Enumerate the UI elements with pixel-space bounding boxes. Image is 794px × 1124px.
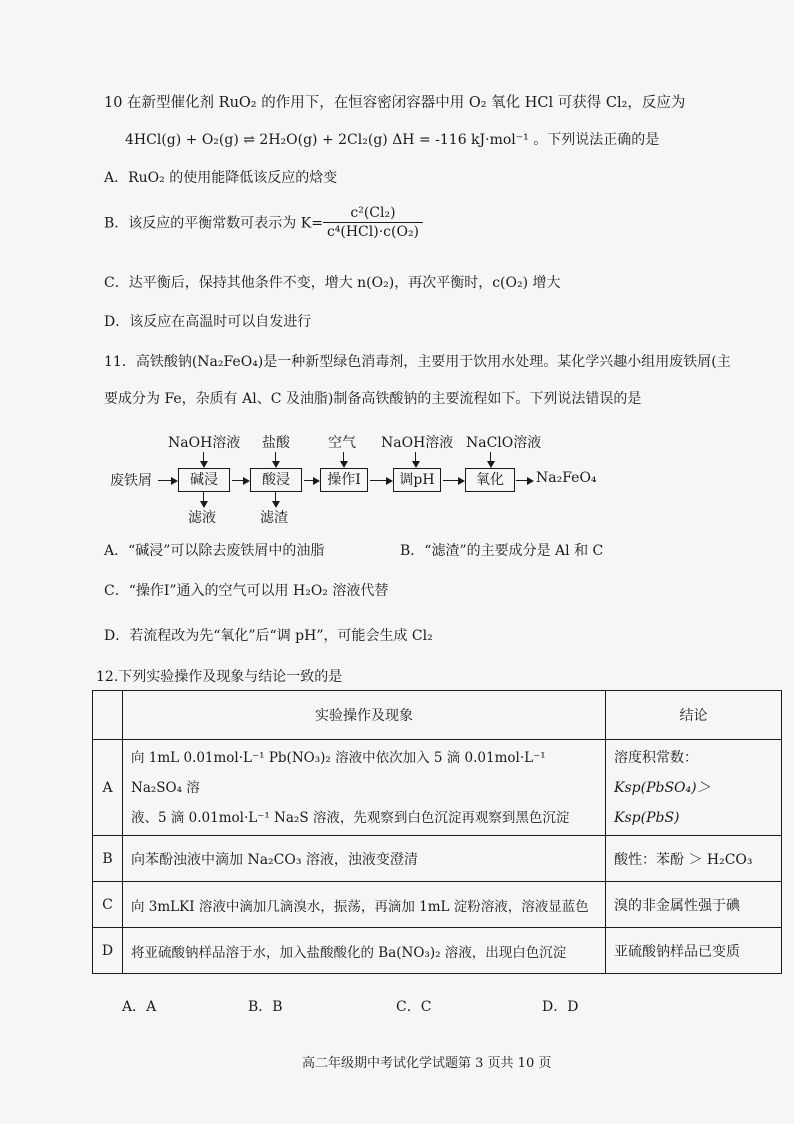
q10-equation: 4HCl(g) + O₂(g) ⇌ 2H₂O(g) + 2Cl₂(g) ΔH = -116 kJ·mol⁻¹ 。下列说法正确的是 bbox=[125, 132, 660, 148]
table-row bbox=[93, 740, 782, 836]
q11-option-a: A．“碱浸”可以除去废铁屑中的油脂 bbox=[104, 543, 325, 559]
row-label: C bbox=[93, 882, 123, 928]
fraction-denominator: c⁴(HCl)·c(O₂) bbox=[326, 224, 420, 240]
operation-cell bbox=[123, 740, 606, 836]
reagent-arrow bbox=[490, 452, 491, 466]
flow-box-adjust-ph: 调pH bbox=[393, 468, 441, 492]
table-header-row bbox=[93, 691, 782, 740]
conclusion-line: Ksp(PbSO₄)＞Ksp(PbS) bbox=[614, 779, 711, 826]
equilibrium-constant-fraction bbox=[323, 204, 423, 241]
q12-stem: 12.下列实验操作及现象与结论一致的是 bbox=[96, 669, 343, 685]
q10-option-b-prefix: B．该反应的平衡常数可表示为 K= bbox=[104, 215, 323, 232]
flow-arrow bbox=[232, 480, 248, 481]
reagent-arrow bbox=[343, 452, 344, 466]
q12-option-b: B．B bbox=[248, 999, 283, 1015]
q11-stem-line1: 11．高铁酸钠(Na₂FeO₄)是一种新型绿色消毒剂，主要用于饮用水处理。某化学兴趣小组用废铁屑(主 bbox=[104, 354, 731, 370]
row-label: D bbox=[93, 928, 123, 974]
reagent-arrow bbox=[415, 452, 416, 466]
table-header-cell bbox=[93, 691, 123, 740]
q11-option-b: B．“滤渣”的主要成分是 Al 和 C bbox=[400, 543, 604, 559]
operation-cell: 向苯酚浊液中滴加 Na₂CO₃ 溶液，浊液变澄清 bbox=[123, 836, 606, 882]
flow-box-alkali-leach: 碱浸 bbox=[178, 468, 230, 492]
conclusion-cell bbox=[606, 740, 782, 836]
output-label-filtrate: 滤液 bbox=[188, 510, 216, 526]
row-label: B bbox=[93, 836, 123, 882]
q10-option-d: D．该反应在高温时可以自发进行 bbox=[104, 314, 312, 330]
operation-cell: 将亚硫酸钠样品溶于水，加入盐酸酸化的 Ba(NO₃)₂ 溶液，出现白色沉淀 bbox=[123, 928, 606, 974]
reagent-label: NaOH溶液 bbox=[381, 435, 454, 451]
reagent-label: NaOH溶液 bbox=[168, 435, 241, 451]
q10-stem: 10 在新型催化剂 RuO₂ 的作用下，在恒容密闭容器中用 O₂ 氧化 HCl 可获得 Cl₂，反应为 bbox=[104, 95, 686, 111]
flow-arrow bbox=[443, 480, 463, 481]
q11-option-c: C．“操作I”通入的空气可以用 H₂O₂ 溶液代替 bbox=[104, 583, 389, 599]
flow-box-acid-leach: 酸浸 bbox=[250, 468, 302, 492]
output-arrow bbox=[203, 492, 204, 506]
q10-option-a: A．RuO₂ 的使用能降低该反应的焓变 bbox=[104, 170, 338, 186]
flow-arrow bbox=[304, 480, 318, 481]
q12-table bbox=[92, 690, 782, 974]
q10-option-b bbox=[104, 204, 423, 241]
conclusion-cell: 亚硫酸钠样品已变质 bbox=[606, 928, 782, 974]
flow-box-oxidation: 氧化 bbox=[465, 468, 515, 492]
table-row bbox=[93, 882, 782, 928]
flow-arrow bbox=[158, 480, 176, 481]
reagent-arrow bbox=[203, 452, 204, 466]
conclusion-line: 溶度积常数： bbox=[614, 749, 698, 766]
row-label: A bbox=[93, 740, 123, 836]
flow-box-operation-i: 操作I bbox=[320, 468, 368, 492]
reagent-label: 盐酸 bbox=[262, 435, 290, 451]
flow-product-label: Na₂FeO₄ bbox=[536, 470, 597, 486]
output-label-residue: 滤渣 bbox=[260, 510, 288, 526]
q11-stem-line2: 要成分为 Fe，杂质有 Al、C 及油脂)制备高铁酸钠的主要流程如下。下列说法错误的是 bbox=[104, 391, 642, 407]
fraction-numerator: c²(Cl₂) bbox=[323, 204, 423, 223]
reagent-label: NaClO溶液 bbox=[466, 435, 542, 451]
table-header-cell: 结论 bbox=[606, 691, 782, 740]
flow-arrow bbox=[370, 480, 391, 481]
output-arrow bbox=[275, 492, 276, 506]
flow-arrow bbox=[516, 480, 532, 481]
conclusion-cell: 溴的非金属性强于碘 bbox=[606, 882, 782, 928]
conclusion-cell: 酸性：苯酚 ＞ H₂CO₃ bbox=[606, 836, 782, 882]
q12-option-a: A．A bbox=[122, 999, 157, 1015]
table-header-cell: 实验操作及现象 bbox=[123, 691, 606, 740]
operation-line: 液、5 滴 0.01mol·L⁻¹ Na₂S 溶液，先观察到白色沉淀再观察到黑色沉淀 bbox=[131, 809, 570, 826]
operation-line: 向 1mL 0.01mol·L⁻¹ Pb(NO₃)₂ 溶液中依次加入 5 滴 0.01mol·L⁻¹ Na₂SO₄ 溶 bbox=[131, 749, 546, 796]
page-footer: 高二年级期中考试化学试题第 3 页共 10 页 bbox=[302, 1056, 552, 1071]
flow-start-label: 废铁屑 bbox=[110, 473, 152, 489]
operation-cell: 向 3mLKI 溶液中滴加几滴溴水，振荡，再滴加 1mL 淀粉溶液，溶液显蓝色 bbox=[123, 882, 606, 928]
q11-option-d: D．若流程改为先“氧化”后“调 pH”，可能会生成 Cl₂ bbox=[104, 628, 433, 644]
reagent-arrow bbox=[275, 452, 276, 466]
q12-option-c: C．C bbox=[396, 999, 432, 1015]
table-row bbox=[93, 836, 782, 882]
q12-option-d: D．D bbox=[542, 999, 579, 1015]
reagent-label: 空气 bbox=[328, 435, 356, 451]
q10-option-c: C．达平衡后，保持其他条件不变，增大 n(O₂)，再次平衡时，c(O₂) 增大 bbox=[104, 275, 561, 291]
table-row bbox=[93, 928, 782, 974]
